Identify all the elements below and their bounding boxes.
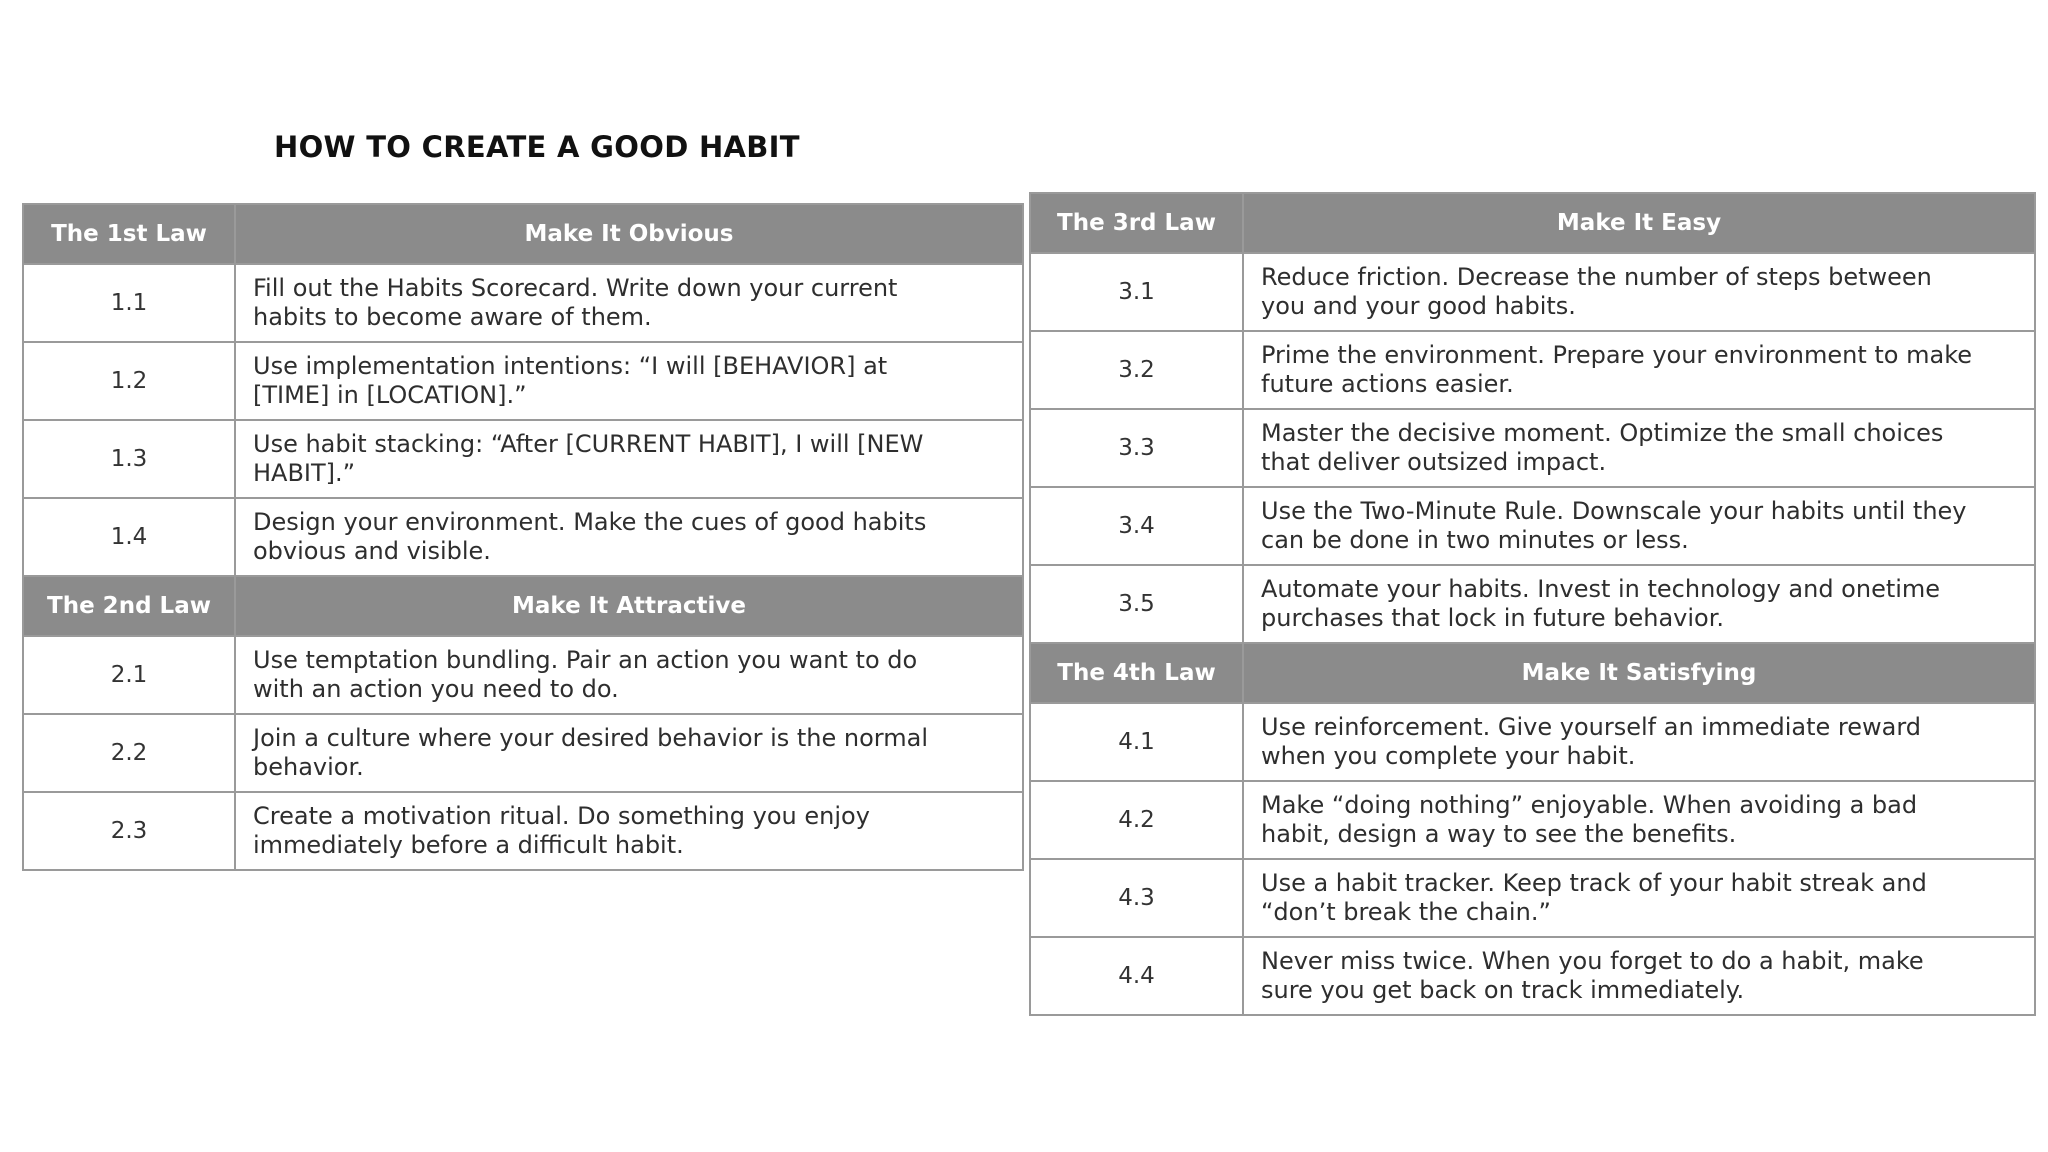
law-label: The 4th Law bbox=[1030, 643, 1243, 703]
law-label: The 3rd Law bbox=[1030, 193, 1243, 253]
table-row bbox=[23, 342, 1023, 420]
table-row bbox=[23, 792, 1023, 870]
law-header-row bbox=[23, 576, 1023, 636]
item-number: 3.1 bbox=[1030, 253, 1243, 331]
item-number: 3.3 bbox=[1030, 409, 1243, 487]
item-number: 1.3 bbox=[23, 420, 235, 498]
table-row bbox=[23, 264, 1023, 342]
item-text: Create a motivation ritual. Do something you enjoy immediately before a difficult habit. bbox=[235, 792, 1023, 870]
table-row bbox=[23, 498, 1023, 576]
item-text: Use temptation bundling. Pair an action you want to do with an action you need to do. bbox=[235, 636, 1023, 714]
table-row bbox=[23, 636, 1023, 714]
table-row bbox=[1030, 859, 2035, 937]
item-number: 2.1 bbox=[23, 636, 235, 714]
law-header-row bbox=[23, 204, 1023, 264]
left-habit-table bbox=[22, 203, 1024, 871]
table-row bbox=[1030, 487, 2035, 565]
item-number: 1.4 bbox=[23, 498, 235, 576]
law-label: The 1st Law bbox=[23, 204, 235, 264]
item-text: Use habit stacking: “After [CURRENT HABIT], I will [NEW HABIT].” bbox=[235, 420, 1023, 498]
item-number: 2.2 bbox=[23, 714, 235, 792]
item-text: Use implementation intentions: “I will [BEHAVIOR] at [TIME] in [LOCATION].” bbox=[235, 342, 1023, 420]
table-row bbox=[1030, 781, 2035, 859]
item-number: 3.5 bbox=[1030, 565, 1243, 643]
item-number: 4.4 bbox=[1030, 937, 1243, 1015]
law-heading: Make It Attractive bbox=[235, 576, 1023, 636]
item-text: Reduce friction. Decrease the number of steps between you and your good habits. bbox=[1243, 253, 2035, 331]
item-text: Automate your habits. Invest in technology and onetime purchases that lock in future behavior. bbox=[1243, 565, 2035, 643]
item-number: 2.3 bbox=[23, 792, 235, 870]
law-heading: Make It Obvious bbox=[235, 204, 1023, 264]
right-habit-table bbox=[1029, 192, 2036, 1016]
item-text: Master the decisive moment. Optimize the small choices that deliver outsized impact. bbox=[1243, 409, 2035, 487]
item-text: Use a habit tracker. Keep track of your habit streak and “don’t break the chain.” bbox=[1243, 859, 2035, 937]
table-row bbox=[1030, 565, 2035, 643]
table-row bbox=[23, 714, 1023, 792]
item-number: 3.4 bbox=[1030, 487, 1243, 565]
item-text: Fill out the Habits Scorecard. Write down your current habits to become aware of them. bbox=[235, 264, 1023, 342]
item-number: 4.1 bbox=[1030, 703, 1243, 781]
item-number: 1.1 bbox=[23, 264, 235, 342]
item-text: Use reinforcement. Give yourself an immediate reward when you complete your habit. bbox=[1243, 703, 2035, 781]
law-heading: Make It Satisfying bbox=[1243, 643, 2035, 703]
law-header-row bbox=[1030, 643, 2035, 703]
item-text: Design your environment. Make the cues of good habits obvious and visible. bbox=[235, 498, 1023, 576]
law-label: The 2nd Law bbox=[23, 576, 235, 636]
table-row bbox=[1030, 253, 2035, 331]
item-text: Join a culture where your desired behavior is the normal behavior. bbox=[235, 714, 1023, 792]
item-number: 3.2 bbox=[1030, 331, 1243, 409]
table-row bbox=[1030, 331, 2035, 409]
law-heading: Make It Easy bbox=[1243, 193, 2035, 253]
item-number: 4.2 bbox=[1030, 781, 1243, 859]
item-text: Prime the environment. Prepare your environment to make future actions easier. bbox=[1243, 331, 2035, 409]
item-number: 1.2 bbox=[23, 342, 235, 420]
item-text: Make “doing nothing” enjoyable. When avoiding a bad habit, design a way to see the benefits. bbox=[1243, 781, 2035, 859]
item-number: 4.3 bbox=[1030, 859, 1243, 937]
item-text: Use the Two-Minute Rule. Downscale your habits until they can be done in two minutes or less. bbox=[1243, 487, 2035, 565]
table-row bbox=[23, 420, 1023, 498]
table-row bbox=[1030, 409, 2035, 487]
item-text: Never miss twice. When you forget to do a habit, make sure you get back on track immediately. bbox=[1243, 937, 2035, 1015]
page-title: HOW TO CREATE A GOOD HABIT bbox=[274, 130, 800, 164]
table-row bbox=[1030, 703, 2035, 781]
law-header-row bbox=[1030, 193, 2035, 253]
table-row bbox=[1030, 937, 2035, 1015]
